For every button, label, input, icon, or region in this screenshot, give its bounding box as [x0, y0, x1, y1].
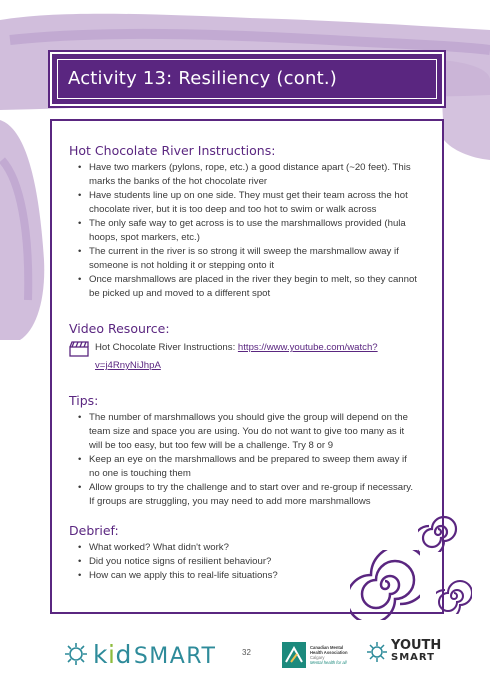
list-item: • Allow groups to try the challenge and to start over and re-group if necessary. If groups are struggling, you may need to add more marshmallows [78, 482, 414, 507]
video-resource-row [69, 339, 429, 375]
line: How can we apply this to real-life situations? [89, 570, 278, 581]
cmha-line1: Canadian Mental [310, 645, 344, 650]
line: Have two markers (pylons, rope, etc.) a good distance apart (~20 feet). This [89, 162, 411, 173]
list-item: • Have two markers (pylons, rope, etc.) a good distance apart (~20 feet). This marks the banks of the hot chocolate river [78, 162, 411, 187]
cmha-line2: Health Association [310, 650, 348, 655]
tips-section [69, 393, 429, 509]
line: no one is touching them [89, 468, 191, 479]
line: team size and space you are using. You do not want to give too many as it [89, 426, 405, 437]
kidsmart-k: k [93, 639, 108, 669]
list-item: • The current in the river is so strong it will sweep the marshmallow away if someone is not holding it or stepping onto it [78, 246, 399, 271]
line: chocolate river, but it is too deep and too hot to swim or walk across [89, 204, 377, 215]
page-title: Activity 13: Resiliency (cont.) [68, 68, 337, 89]
content-panel [50, 119, 444, 614]
list-item: • Did you notice signs of resilient behaviour? [78, 556, 272, 567]
line: will be too easy, but too few will be a challenge. Try 8 or 9 [89, 440, 334, 451]
list-item: • Once marshmallows are placed in the river they begin to melt, so they cannot be picked up and moved to a different spot [78, 274, 417, 299]
cmha-logo [282, 642, 348, 668]
video-label: Hot Chocolate River Instructions: [95, 342, 238, 353]
line: Allow groups to try the challenge and to start over and re-group if necessary. [89, 482, 414, 493]
list-item: • Have students line up on one side. They must get their team across the hot chocolate river, but it is too deep and too hot to swim or walk across [78, 190, 408, 215]
cmha-line3: Calgary [310, 655, 325, 660]
kidsmart-smart: SMART [133, 643, 217, 669]
instructions-heading: Hot Chocolate River Instructions: [69, 143, 276, 158]
video-heading: Video Resource: [69, 321, 170, 336]
list-item: • The only safe way to get across is to use the marshmallows provided (hula hoops, spot markers, etc.) [78, 218, 406, 243]
video-link[interactable]: https://www.youtube.com/watch? [237, 342, 378, 353]
list-item: • The number of marshmallows you should give the group will depend on the team size and space you are using. You do not want to give too many as it will be too easy, but too few will be a challenge. Try 8 or 9 [78, 412, 408, 451]
spiral-decoration-small [418, 512, 458, 552]
instructions-section [69, 143, 429, 301]
line: hoops, spot markers, etc.) [89, 232, 200, 243]
clapperboard-icon [69, 341, 89, 357]
spiral-decoration-right [436, 578, 472, 614]
debrief-heading: Debrief: [69, 523, 119, 538]
list-item: • What worked? What didn't work? [78, 542, 229, 553]
line: Did you notice signs of resilient behaviour? [89, 556, 272, 567]
footer [0, 630, 490, 690]
youthsmart-gear-icon [366, 641, 388, 663]
kidsmart-i: i [107, 639, 116, 669]
kidsmart-logo [63, 636, 216, 672]
kidsmart-d: d [115, 639, 132, 669]
tips-list [69, 411, 429, 509]
line: The only safe way to get across is to use the marshmallows provided (hula [89, 218, 406, 229]
line: The current in the river is so strong it will sweep the marshmallow away if [89, 246, 399, 257]
page-number: 32 [242, 648, 251, 657]
instructions-list [69, 161, 429, 301]
line: Once marshmallows are placed in the river they begin to melt, so they cannot [89, 274, 417, 285]
tips-heading: Tips: [69, 393, 99, 408]
cmha-emblem-icon [282, 642, 306, 668]
youthsmart-logo [366, 640, 441, 664]
line: What worked? What didn't work? [89, 542, 229, 553]
video-section [69, 321, 429, 375]
line: If groups are struggling, you may need to add more marshmallows [89, 496, 371, 507]
cmha-line4: Mental health for all [310, 660, 347, 665]
list-item: • Keep an eye on the marshmallows and be prepared to sweep them away if no one is touching them [78, 454, 407, 479]
line: Have students line up on one side. They must get their team across the hot [89, 190, 408, 201]
youthsmart-smart: SMART [391, 652, 435, 663]
line: Keep an eye on the marshmallows and be prepared to sweep them away if [89, 454, 407, 465]
activity-banner [50, 52, 444, 106]
gear-icon [63, 641, 89, 667]
line: someone is not holding it or stepping onto it [89, 260, 275, 271]
line: marks the banks of the hot chocolate river [89, 176, 268, 187]
spiral-decoration-large [350, 550, 420, 620]
line: be picked up and moved to a different spot [89, 288, 271, 299]
line: The number of marshmallows you should give the group will depend on the [89, 412, 408, 423]
video-link-continued[interactable]: v=j4RnyNiJhpA [95, 360, 161, 371]
list-item: • How can we apply this to real-life situations? [78, 570, 278, 581]
youthsmart-youth: YOUTH [391, 638, 442, 653]
